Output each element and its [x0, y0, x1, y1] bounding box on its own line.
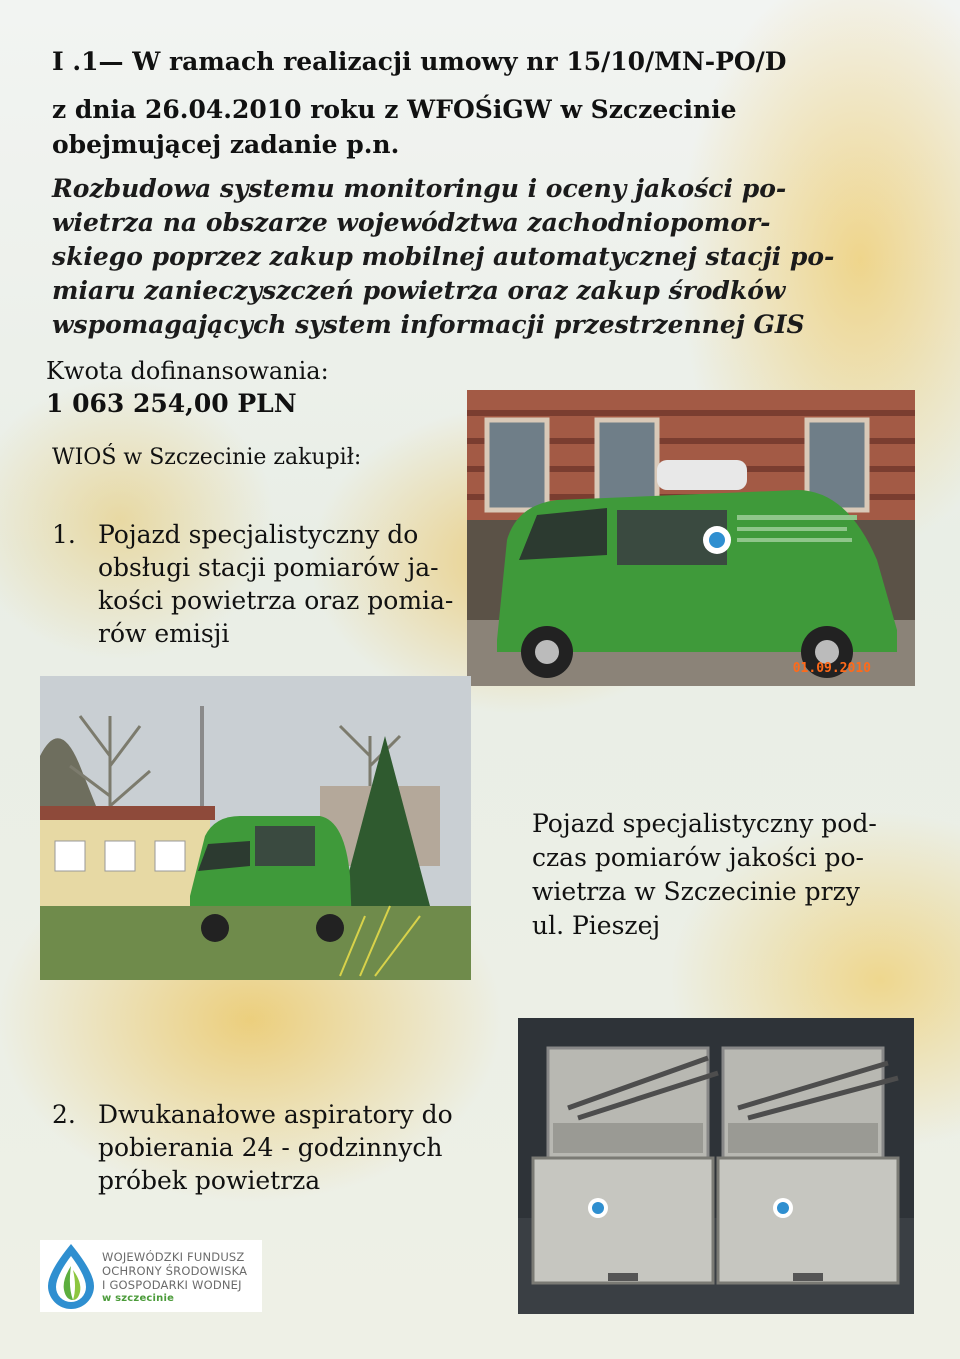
purchaser-line: WIOŚ w Szczecinie zakupił:	[52, 445, 362, 470]
heading-line: obejmującej zadanie p.n.	[52, 130, 400, 159]
task-title	[52, 172, 932, 342]
list-item-number: 2.	[52, 1100, 76, 1129]
logo-text	[102, 1250, 247, 1306]
list-item-line: Pojazd specjalistyczny do	[98, 520, 419, 549]
task-title-line: miaru zanieczyszczeń powietrza oraz zakup środków	[52, 276, 786, 305]
list-item-line: próbek powietrza	[98, 1166, 321, 1195]
photo-van-brick-building	[467, 390, 915, 686]
list-item-line: obsługi stacji pomiarów ja-	[98, 553, 439, 582]
photo-van-measurements	[40, 676, 471, 980]
task-title-line: wspomagających system informacji przestrzennej GIS	[52, 310, 805, 339]
logo-line: WOJEWÓDZKI FUNDUSZ	[102, 1250, 245, 1264]
task-title-line: wietrza na obszarze województwa zachodniopomor-	[52, 208, 771, 237]
list-item-line: kości powietrza oraz pomia-	[98, 586, 454, 615]
caption-line: czas pomiarów jakości po-	[532, 843, 864, 872]
list-item	[52, 518, 462, 650]
caption-line: ul. Pieszej	[532, 911, 661, 940]
funding-label: Kwota dofinansowania:	[46, 357, 329, 385]
list-item	[52, 1098, 472, 1197]
photo-aspirators	[518, 1018, 914, 1314]
heading-line: I .1— W ramach realizacji umowy nr 15/10/MN-PO/D	[52, 47, 787, 76]
task-title-line: skiego poprzez zakup mobilnej automatycznej stacji po-	[52, 242, 835, 271]
photo-caption	[532, 807, 902, 943]
caption-line: Pojazd specjalistyczny pod-	[532, 809, 877, 838]
list-item-number: 1.	[52, 520, 76, 549]
heading-line: z dnia 26.04.2010 roku z WFOŚiGW w Szczecinie	[52, 95, 737, 124]
wfosigw-logo	[40, 1240, 262, 1312]
caption-line: wietrza w Szczecinie przy	[532, 877, 860, 906]
water-drop-logo-icon	[42, 1242, 100, 1310]
list-item-line: Dwukanałowe aspiratory do	[98, 1100, 453, 1129]
task-title-line: Rozbudowa systemu monitoringu i oceny jakości po-	[52, 174, 787, 203]
measurement-photo-graphic	[40, 676, 471, 980]
list-item-line: rów emisji	[98, 619, 230, 648]
list-item-line: pobierania 24 - godzinnych	[98, 1133, 443, 1162]
logo-line: I GOSPODARKI WODNEJ	[102, 1278, 242, 1292]
document-heading	[52, 44, 912, 162]
van-photo-graphic	[467, 390, 915, 686]
logo-city: w szczecinie	[102, 1293, 175, 1304]
funding-amount: 1 063 254,00 PLN	[46, 389, 297, 418]
photo-date-stamp: 01.09.2010	[792, 661, 871, 676]
aspirators-photo-graphic	[518, 1018, 914, 1314]
logo-line: OCHRONY ŚRODOWISKA	[102, 1264, 248, 1278]
